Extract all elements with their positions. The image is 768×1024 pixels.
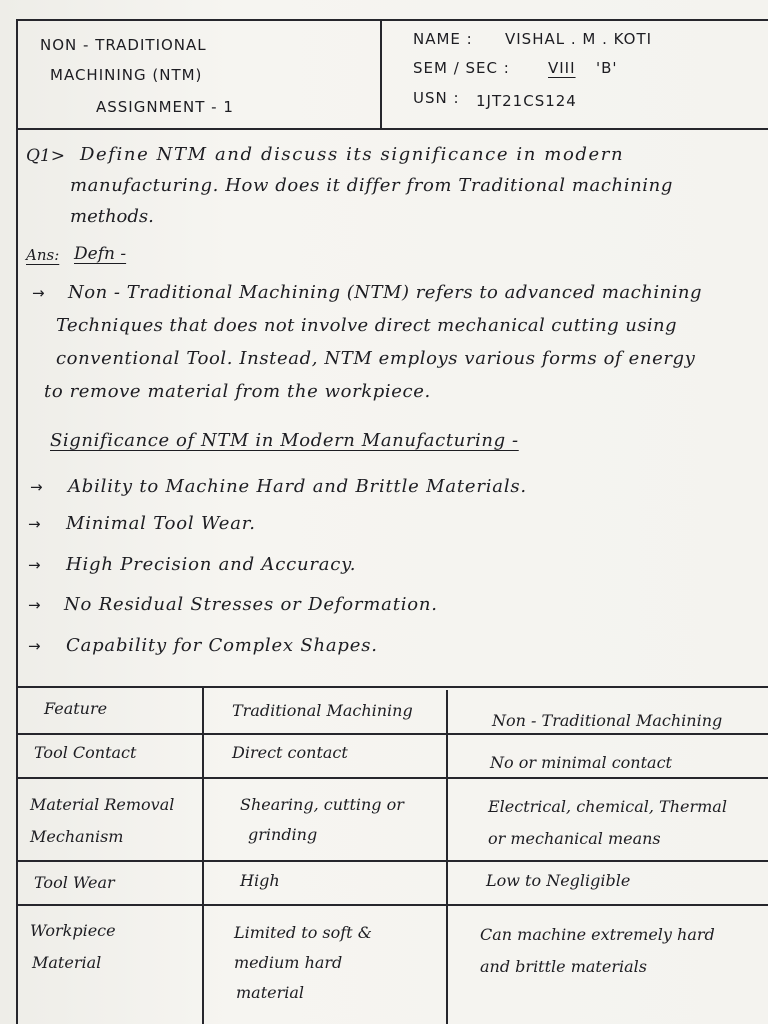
arrow-icon: →	[28, 596, 41, 614]
subject-line-2: MACHINING (NTM)	[50, 66, 203, 84]
header-divider	[380, 19, 382, 129]
table-cell-feature: Workpiece	[30, 921, 116, 940]
usn-value: 1JT21CS124	[476, 92, 577, 110]
significance-point: High Precision and Accuracy.	[66, 554, 357, 575]
header-bottom-border	[16, 128, 768, 130]
table-header-cell: Traditional Machining	[232, 701, 413, 720]
table-cell-feature: Material Removal	[30, 795, 175, 814]
definition-line-1: Non - Traditional Machining (NTM) refers to advanced machining	[68, 282, 703, 303]
assignment-title: ASSIGNMENT - 1	[96, 98, 234, 116]
definition-line-3: conventional Tool. Instead, NTM employs various forms of energy	[56, 348, 696, 369]
table-cell-ntm: Can machine extremely hard	[480, 925, 715, 944]
table-cell-ntm: No or minimal contact	[490, 753, 672, 772]
table-top-border	[16, 686, 768, 688]
table-cell-ntm: and brittle materials	[480, 957, 647, 976]
table-column-divider	[202, 686, 204, 1024]
table-cell-feature: Tool Contact	[34, 743, 137, 762]
table-cell-traditional: grinding	[248, 825, 318, 844]
table-cell-feature: Material	[32, 953, 102, 972]
arrow-icon: →	[28, 515, 41, 533]
sec-value: 'B'	[596, 59, 618, 77]
header-top-border	[16, 19, 768, 21]
table-cell-traditional: Direct contact	[232, 743, 348, 762]
significance-point: Capability for Complex Shapes.	[66, 635, 378, 656]
definition-line-2: Techniques that does not involve direct mechanical cutting using	[56, 315, 677, 336]
table-column-divider	[446, 690, 448, 1024]
significance-heading: Significance of NTM in Modern Manufacturing -	[50, 430, 519, 451]
table-cell-ntm: Electrical, chemical, Thermal	[488, 797, 727, 816]
question-line-3: methods.	[70, 206, 154, 227]
name-label: NAME :	[413, 30, 473, 48]
usn-label: USN :	[413, 89, 460, 107]
significance-point: Minimal Tool Wear.	[66, 513, 256, 534]
definition-line-4: to remove material from the workpiece.	[44, 381, 431, 402]
significance-point: Ability to Machine Hard and Brittle Materials.	[68, 476, 527, 497]
table-cell-ntm: or mechanical means	[488, 829, 661, 848]
definition-label: Defn -	[74, 244, 127, 264]
answer-label: Ans:	[26, 246, 60, 264]
significance-point: No Residual Stresses or Deformation.	[64, 594, 438, 615]
arrow-icon: →	[28, 556, 41, 574]
header-left-border	[16, 19, 18, 1024]
subject-line-1: NON - TRADITIONAL	[40, 36, 207, 54]
table-cell-traditional: material	[236, 983, 305, 1002]
table-cell-feature: Mechanism	[30, 827, 124, 846]
table-cell-traditional: medium hard	[234, 953, 343, 972]
table-cell-traditional: Limited to soft &	[234, 923, 372, 942]
question-line-2: manufacturing. How does it differ from Traditional machining	[70, 175, 673, 196]
table-cell-ntm: Low to Negligible	[486, 871, 631, 890]
sem-value: VIII	[548, 59, 576, 77]
table-header-cell: Feature	[44, 699, 108, 718]
table-row-border	[16, 904, 768, 906]
table-cell-traditional: Shearing, cutting or	[240, 795, 404, 814]
table-cell-feature: Tool Wear	[34, 873, 115, 892]
arrow-icon: →	[32, 284, 45, 302]
arrow-icon: →	[28, 637, 41, 655]
table-header-cell: Non - Traditional Machining	[492, 711, 723, 730]
name-value: VISHAL . M . KOTI	[505, 30, 653, 48]
sem-label: SEM / SEC :	[413, 59, 510, 77]
question-line-1: Define NTM and discuss its significance in modern	[80, 144, 625, 165]
table-cell-traditional: High	[240, 871, 280, 890]
table-row-border	[16, 860, 768, 862]
arrow-icon: →	[30, 478, 43, 496]
question-number: Q1>	[26, 146, 65, 166]
